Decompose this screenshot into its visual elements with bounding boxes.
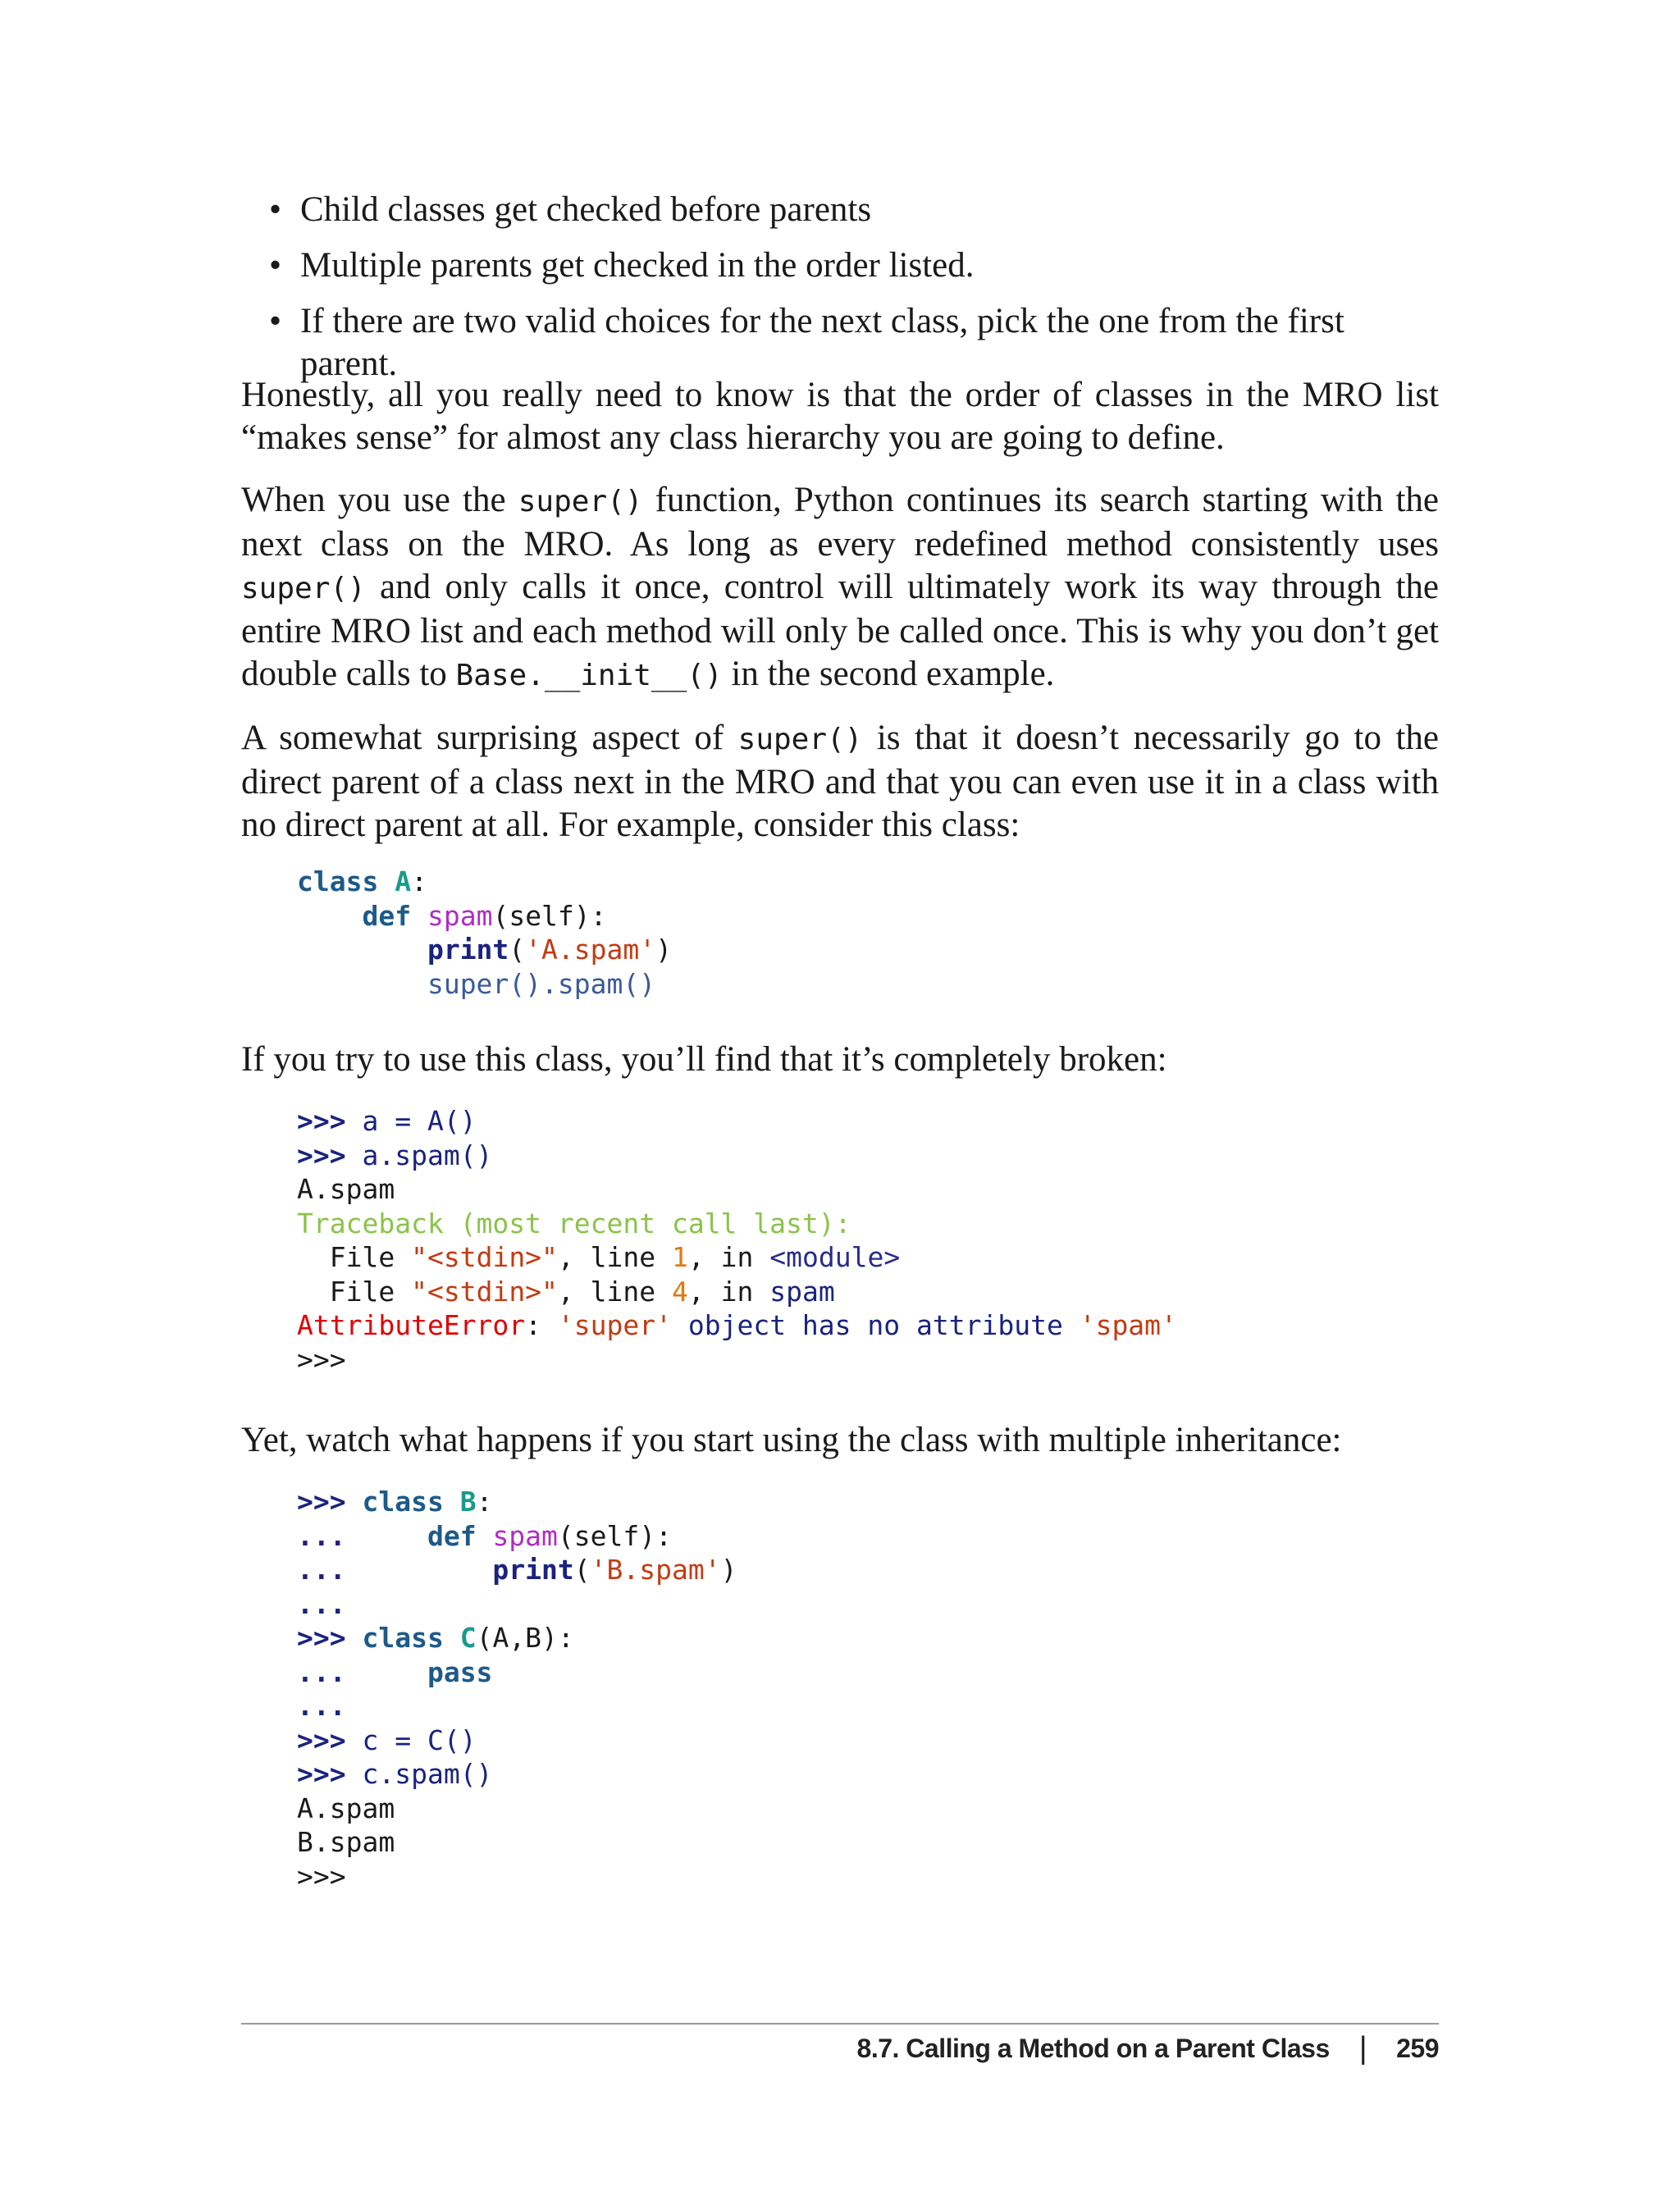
code-block-multiple-inheritance: >>> class B: ... def spam(self): ... print('B.spam') ... >>> class C(A,B): ... pass ... >>> c = C() >>> c.spam() A.spam B.spam >>> — [297, 1486, 737, 1892]
code-block-class-a: class A: def spam(self): print('A.spam') super().spam() — [297, 865, 672, 1000]
code-token: AttributeError — [297, 1309, 526, 1341]
code-token: C — [459, 1622, 477, 1654]
inline-code: Base.__init__() — [455, 659, 723, 692]
code-token: .spam() — [541, 967, 656, 1000]
code-token: ... — [297, 1690, 346, 1722]
code-token: A.spam — [297, 1792, 395, 1824]
paragraph-multiple-inheritance: Yet, watch what happens if you start using the class with multiple inheritance: — [241, 1421, 1342, 1459]
code-token: a.spam() — [362, 1139, 493, 1171]
footer-section-title: 8.7. Calling a Method on a Parent Class — [856, 2034, 1330, 2063]
bullet-icon: • — [269, 190, 282, 229]
text: and only calls it once, control will ultimately work its way through the entire MRO list and each method will only be called once. This is why you don’t get double calls to — [241, 568, 1439, 693]
code-token: c.spam() — [362, 1758, 493, 1790]
code-token: <module> — [769, 1241, 901, 1273]
page-body — [241, 189, 1439, 1893]
paragraph-super-function — [241, 479, 1439, 697]
code-token: 1 — [672, 1241, 688, 1273]
code-token: >>> — [297, 1758, 346, 1790]
code-token: , line — [557, 1241, 656, 1273]
text: A somewhat surprising aspect of — [241, 719, 738, 757]
paragraph-broken: If you try to use this class, you’ll find that it’s completely broken: — [241, 1040, 1167, 1079]
code-token: spam — [492, 1519, 558, 1552]
code-token: 4 — [672, 1275, 688, 1308]
bullet-text: Child classes get checked before parents — [300, 190, 872, 229]
code-token: B.spam — [297, 1826, 395, 1858]
code-token: ... — [297, 1519, 346, 1552]
code-token: print — [492, 1554, 574, 1586]
code-token: print — [427, 934, 509, 966]
code-token: File — [329, 1275, 395, 1308]
text: function, Python continues its search starting with the next class on the MRO. As long as every redefined method consistently uses — [241, 481, 1439, 564]
code-token: >>> — [297, 1860, 346, 1892]
code-token: A — [395, 865, 412, 897]
code-token: (A,B): — [476, 1622, 574, 1654]
code-token: 'A.spam' — [525, 934, 656, 966]
code-token: >>> — [297, 1486, 346, 1518]
paragraph-surprising-aspect — [241, 717, 1439, 847]
code-token: object has no attribute — [687, 1309, 1063, 1341]
paragraph-mro-sense: Honestly, all you really need to know is that the order of classes in the MRO list “makes sense” for almost any class hierarchy you are going to define. — [241, 376, 1439, 457]
code-token: "<stdin>" — [411, 1275, 558, 1308]
code-token: >>> — [297, 1622, 346, 1654]
code-token: ... — [297, 1554, 346, 1586]
inline-code: super() — [241, 572, 366, 605]
code-token: spam — [427, 899, 493, 932]
code-block-broken-session: >>> a = A() >>> a.spam() A.spam Traceback (most recent call last): File "<stdin>", line 1, in <module> File "<stdin>", line 4, in spam AttributeError: 'super' object has no attribute 'spam' >>> — [297, 1105, 1177, 1376]
page-number: 259 — [1396, 2034, 1439, 2063]
code-token: class — [362, 1622, 444, 1654]
code-token: A.spam — [297, 1173, 395, 1205]
code-token: , line — [557, 1275, 656, 1308]
code-token: , in — [687, 1241, 754, 1273]
code-token: , in — [687, 1275, 754, 1308]
code-token: 'spam' — [1079, 1309, 1177, 1341]
code-token: class — [362, 1486, 444, 1518]
text: in the second example. — [722, 655, 1055, 693]
page-footer — [857, 2031, 1439, 2066]
footer-divider — [241, 2023, 1439, 2025]
code-token: >>> — [297, 1139, 346, 1171]
code-token: ... — [297, 1655, 346, 1688]
bullet-item — [269, 244, 1439, 300]
bullet-text: Multiple parents get checked in the order listed. — [300, 246, 975, 285]
footer-separator: | — [1358, 2031, 1367, 2066]
bullet-list — [241, 189, 1439, 383]
code-token: def — [362, 899, 412, 932]
code-token: >>> — [297, 1105, 346, 1137]
code-token: >>> — [297, 1343, 346, 1376]
text: is that it doesn’t necessarily go to the direct parent of a class next in the MRO and that you can even use it in a class with no direct parent at all. For example, consider this class: — [241, 719, 1439, 844]
code-token: ... — [297, 1587, 346, 1620]
code-token: a = A() — [362, 1105, 477, 1137]
bullet-item — [269, 300, 1439, 383]
code-token: (self): — [557, 1519, 672, 1552]
code-token: (self): — [492, 899, 607, 932]
code-token: pass — [427, 1655, 493, 1688]
inline-code: super() — [518, 485, 643, 518]
code-token: "<stdin>" — [411, 1241, 558, 1273]
bullet-icon: • — [269, 246, 282, 285]
bullet-icon: • — [269, 302, 282, 340]
code-token: Traceback (most recent call last): — [297, 1207, 851, 1239]
code-token: class — [297, 865, 379, 897]
text: When you use the — [241, 481, 518, 519]
code-token: File — [329, 1241, 395, 1273]
code-token: def — [427, 1519, 477, 1552]
code-token: : — [411, 865, 427, 897]
code-token: B — [459, 1486, 477, 1518]
code-token: >>> — [297, 1723, 346, 1756]
bullet-text: If there are two valid choices for the next class, pick the one from the first parent. — [300, 302, 1344, 383]
code-token: spam — [769, 1275, 835, 1308]
inline-code: super() — [737, 723, 863, 756]
code-token: 'super' — [557, 1309, 672, 1341]
code-token: super() — [427, 967, 542, 1000]
code-token: c = C() — [362, 1723, 477, 1756]
code-token: 'B.spam' — [590, 1554, 721, 1586]
bullet-item — [269, 189, 1439, 244]
